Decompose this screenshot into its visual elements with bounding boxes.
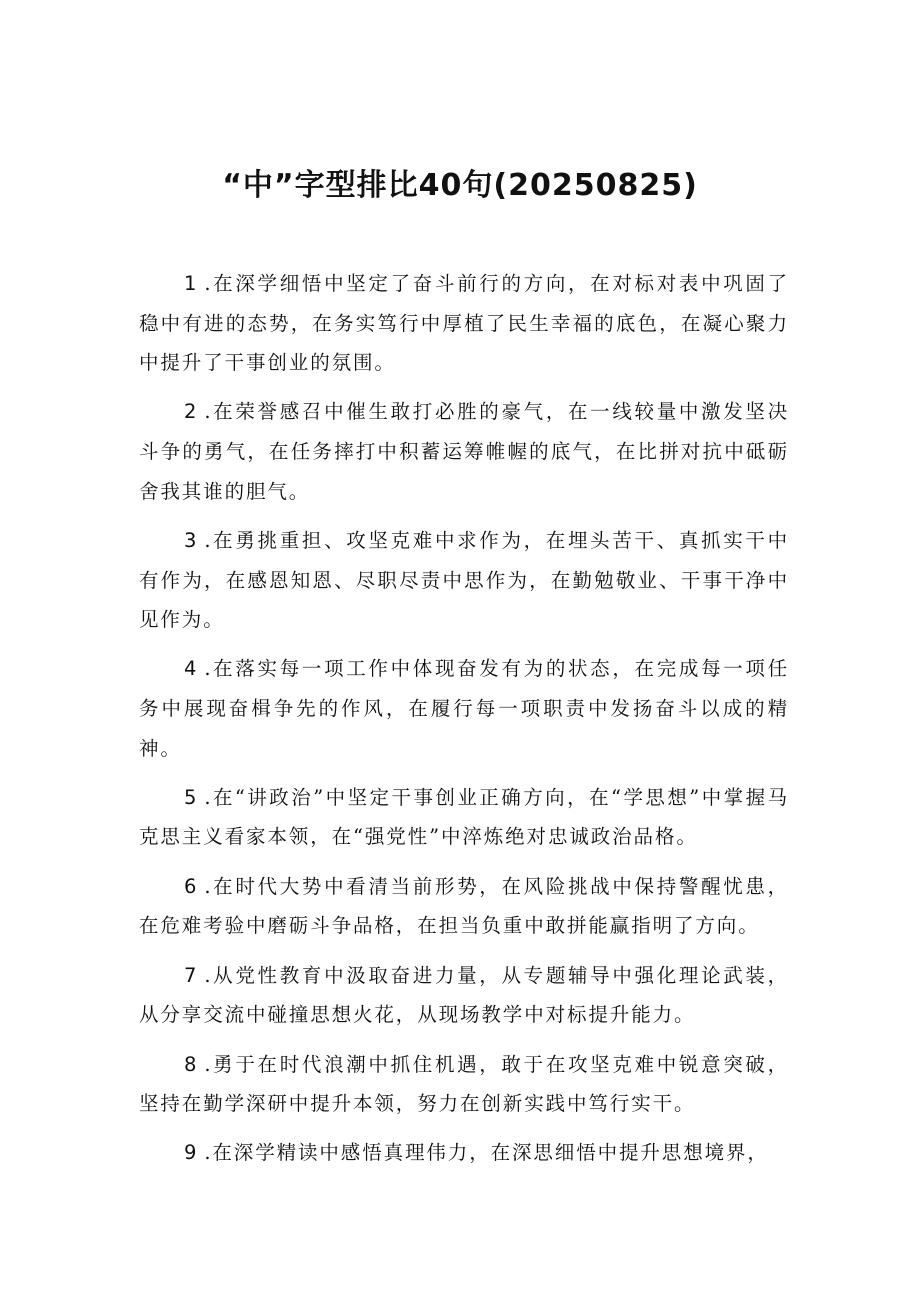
- paragraph-number: 5: [184, 785, 199, 809]
- paragraph-text: .在深学细悟中坚定了奋斗前行的方向，在对标对表中巩固了稳中有进的态势，在务实笃行中厚植了民生幸福的底色，在凝心聚力中提升了干事创业的氛围。: [139, 272, 789, 375]
- paragraph-text: .在“讲政治”中坚定干事创业正确方向，在“学思想”中掌握马克思主义看家本领，在“强党性”中淬炼绝对忠诚政治品格。: [139, 785, 789, 849]
- paragraph-text: .在深学精读中感悟真理伟力，在深思细悟中提升思想境界，: [204, 1141, 769, 1165]
- paragraph-2: [139, 392, 789, 511]
- paragraph-number: 6: [184, 874, 199, 898]
- paragraph-text: .从党性教育中汲取奋进力量，从专题辅导中强化理论武装，从分享交流中碰撞思想火花，从现场教学中对标提升能力。: [139, 963, 789, 1027]
- paragraph-5: [139, 778, 789, 857]
- paragraph-8: [139, 1045, 789, 1124]
- document-body: [139, 264, 789, 1173]
- paragraph-text: .在勇挑重担、攻坚克难中求作为，在埋头苦干、真抓实干中有作为，在感恩知恩、尽职尽责中思作为，在勤勉敬业、干事干净中见作为。: [139, 528, 789, 632]
- paragraph-number: 3: [184, 528, 199, 552]
- paragraph-6: [139, 867, 789, 946]
- paragraph-text: .在时代大势中看清当前形势，在风险挑战中保持警醒忧患，在危难考验中磨砺斗争品格，在担当负重中敢拼能赢指明了方向。: [139, 874, 789, 938]
- paragraph-number: 4: [184, 657, 199, 681]
- paragraph-7: [139, 956, 789, 1035]
- document-title: “中”字型排比40句(20250825): [222, 168, 698, 203]
- paragraph-number: 9: [184, 1141, 199, 1165]
- paragraph-number: 8: [184, 1052, 199, 1076]
- paragraph-9: [139, 1133, 789, 1173]
- paragraph-number: 1: [184, 272, 199, 295]
- paragraph-text: .在荣誉感召中催生敢打必胜的豪气，在一线较量中激发坚决斗争的勇气，在任务摔打中积蓄运筹帷幄的底气，在比拼对抗中砥砺舍我其谁的胆气。: [139, 400, 789, 503]
- paragraph-1: [139, 264, 789, 383]
- paragraph-number: 2: [184, 400, 199, 424]
- paragraph-3: [139, 521, 789, 640]
- paragraph-number: 7: [184, 963, 199, 987]
- paragraph-text: .在落实每一项工作中体现奋发有为的状态，在完成每一项任务中展现奋楫争先的作风，在履行每一项职责中发扬奋斗以成的精神。: [139, 657, 789, 760]
- paragraph-4: [139, 649, 789, 768]
- paragraph-text: .勇于在时代浪潮中抓住机遇，敢于在攻坚克难中锐意突破，坚持在勤学深研中提升本领，努力在创新实践中笃行实干。: [139, 1052, 789, 1116]
